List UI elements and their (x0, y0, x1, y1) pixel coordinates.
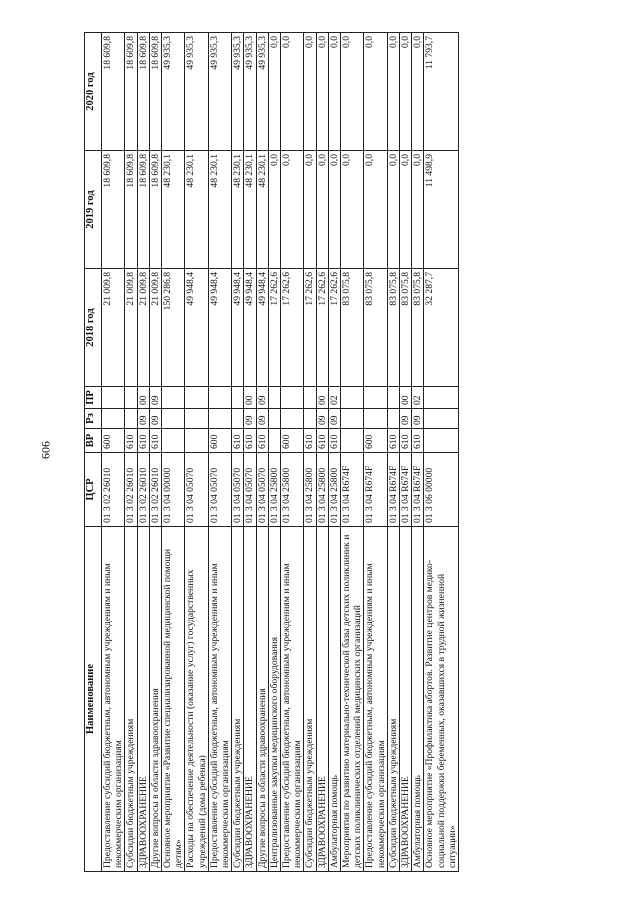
row-vr: 610 (232, 429, 244, 453)
row-name: Расходы на обеспечение деятельности (оказание услуг) государственных учреждений (дома ребенка) (185, 527, 208, 872)
table-row (304, 33, 316, 872)
row-2018: 17 262,6 (328, 269, 340, 387)
table-row (316, 33, 328, 872)
header-2020: 2020 год (85, 33, 102, 151)
row-name: Другие вопросы в области здравоохранения (256, 527, 268, 872)
page-number-container (38, 400, 54, 500)
row-2018: 83 075,8 (387, 269, 399, 387)
row-rz: 09 (256, 409, 268, 429)
page-number: 606 (38, 441, 53, 459)
row-2018: 21 009,8 (149, 269, 161, 387)
table-row (400, 33, 412, 872)
row-2020: 18 609,8 (125, 33, 137, 151)
row-rz (185, 409, 208, 429)
row-rz: 09 (149, 409, 161, 429)
row-2018: 32 287,7 (424, 269, 459, 387)
row-rz (424, 409, 459, 429)
table-row (424, 33, 459, 872)
header-pr: ПР (85, 387, 102, 409)
row-pr (364, 387, 387, 409)
table-row (185, 33, 208, 872)
row-2018: 150 286,8 (162, 269, 185, 387)
header-vr: ВР (85, 429, 102, 453)
row-name: Субсидии бюджетным учреждениям (304, 527, 316, 872)
row-pr: 00 (316, 387, 328, 409)
row-2019: 48 230,1 (208, 151, 231, 269)
row-vr: 610 (256, 429, 268, 453)
row-pr: 09 (149, 387, 161, 409)
row-pr (387, 387, 399, 409)
row-csr: 01 3 04 00000 (162, 453, 185, 527)
budget-table-rotated (84, 32, 532, 872)
row-2019: 18 609,8 (102, 151, 125, 269)
row-pr: 00 (244, 387, 256, 409)
header-2019: 2019 год (85, 151, 102, 269)
row-2019: 18 609,8 (137, 151, 149, 269)
row-2018: 49 948,4 (208, 269, 231, 387)
table-row (412, 33, 424, 872)
row-csr: 01 3 04 05070 (185, 453, 208, 527)
row-rz (268, 409, 280, 429)
row-csr: 01 3 04 R674F (387, 453, 399, 527)
row-2020: 0,0 (316, 33, 328, 151)
row-vr (341, 429, 364, 453)
row-2020: 0,0 (341, 33, 364, 151)
table-body (102, 33, 459, 872)
row-2019: 11 498,9 (424, 151, 459, 269)
row-csr: 01 3 04 R674F (364, 453, 387, 527)
row-vr (424, 429, 459, 453)
table-row (137, 33, 149, 872)
row-pr (268, 387, 280, 409)
row-rz (364, 409, 387, 429)
row-2019: 48 230,1 (256, 151, 268, 269)
row-2020: 0,0 (304, 33, 316, 151)
row-name: ЗДРАВООХРАНЕНИЕ (316, 527, 328, 872)
row-2018: 17 262,6 (304, 269, 316, 387)
row-name: Субсидии бюджетным учреждениям (232, 527, 244, 872)
row-rz (281, 409, 304, 429)
table-row (208, 33, 231, 872)
table-row (364, 33, 387, 872)
row-2019: 0,0 (316, 151, 328, 269)
row-vr: 610 (412, 429, 424, 453)
row-2018: 17 262,6 (316, 269, 328, 387)
row-2020: 0,0 (412, 33, 424, 151)
row-2020: 49 935,3 (208, 33, 231, 151)
row-rz (387, 409, 399, 429)
row-2018: 83 075,8 (412, 269, 424, 387)
row-csr: 01 3 02 26010 (102, 453, 125, 527)
row-vr: 610 (328, 429, 340, 453)
row-2019: 0,0 (412, 151, 424, 269)
row-2018: 49 948,4 (185, 269, 208, 387)
row-2020: 0,0 (387, 33, 399, 151)
row-name: Мероприятия по развитию материально-технической базы детских поликлиник и детских поликлинических отделений медицинских организаций (341, 527, 364, 872)
header-row (85, 33, 102, 872)
row-vr: 610 (400, 429, 412, 453)
row-2020: 11 793,7 (424, 33, 459, 151)
row-pr: 02 (412, 387, 424, 409)
row-vr: 610 (316, 429, 328, 453)
row-name: Основное мероприятие «Развитие специализированной медицинской помощи детям» (162, 527, 185, 872)
header-name: Наименование (85, 527, 102, 872)
row-2019: 48 230,1 (232, 151, 244, 269)
row-2019: 18 609,8 (125, 151, 137, 269)
row-csr: 01 3 04 R674F (412, 453, 424, 527)
row-vr (185, 429, 208, 453)
row-2018: 49 948,4 (244, 269, 256, 387)
row-name: Основное мероприятие «Профилактика абортов. Развитие центров медико-социальной поддержки беременных, оказавшихся в трудной жизненной ситуации» (424, 527, 459, 872)
row-2019: 18 609,8 (149, 151, 161, 269)
row-vr: 600 (281, 429, 304, 453)
row-2020: 18 609,8 (102, 33, 125, 151)
table-row (102, 33, 125, 872)
row-csr: 01 3 04 25800 (304, 453, 316, 527)
row-name: Амбулаторная помощь (412, 527, 424, 872)
row-csr: 01 3 04 05070 (232, 453, 244, 527)
row-csr: 01 3 04 25800 (268, 453, 280, 527)
row-2019: 48 230,1 (185, 151, 208, 269)
row-vr: 610 (125, 429, 137, 453)
row-rz: 09 (412, 409, 424, 429)
row-csr: 01 3 04 05070 (208, 453, 231, 527)
row-rz: 09 (244, 409, 256, 429)
row-2018: 21 009,8 (102, 269, 125, 387)
row-2019: 0,0 (387, 151, 399, 269)
row-csr: 01 3 04 25800 (281, 453, 304, 527)
row-csr: 01 3 04 R674F (341, 453, 364, 527)
row-csr: 01 3 04 25800 (328, 453, 340, 527)
row-pr (232, 387, 244, 409)
row-name: ЗДРАВООХРАНЕНИЕ (137, 527, 149, 872)
row-2020: 18 609,8 (137, 33, 149, 151)
row-pr (341, 387, 364, 409)
row-rz (304, 409, 316, 429)
row-name: Предоставление субсидий бюджетным, автономным учреждениям и иным некоммерческим организациям (281, 527, 304, 872)
row-csr: 01 3 04 05070 (256, 453, 268, 527)
row-2018: 21 009,8 (137, 269, 149, 387)
table-row (125, 33, 137, 872)
row-rz: 09 (328, 409, 340, 429)
row-2018: 21 009,8 (125, 269, 137, 387)
row-2019: 0,0 (268, 151, 280, 269)
row-2018: 83 075,8 (364, 269, 387, 387)
table-row (281, 33, 304, 872)
row-vr: 610 (137, 429, 149, 453)
row-name: Предоставление субсидий бюджетным, автономным учреждениям и иным некоммерческим организациям (102, 527, 125, 872)
table-row (268, 33, 280, 872)
row-pr: 00 (137, 387, 149, 409)
row-csr: 01 3 04 25800 (316, 453, 328, 527)
budget-table (84, 32, 459, 872)
row-2020: 49 935,3 (232, 33, 244, 151)
row-pr: 02 (328, 387, 340, 409)
row-vr: 610 (244, 429, 256, 453)
row-pr (125, 387, 137, 409)
row-pr (185, 387, 208, 409)
row-vr (268, 429, 280, 453)
row-2020: 49 935,3 (162, 33, 185, 151)
row-csr: 01 3 02 26010 (137, 453, 149, 527)
table-row (149, 33, 161, 872)
row-name: Субсидии бюджетным учреждениям (387, 527, 399, 872)
table-row (256, 33, 268, 872)
row-2020: 0,0 (400, 33, 412, 151)
row-rz: 09 (316, 409, 328, 429)
row-pr (102, 387, 125, 409)
row-vr (162, 429, 185, 453)
row-2020: 49 935,3 (244, 33, 256, 151)
row-2020: 18 609,8 (149, 33, 161, 151)
row-vr: 610 (149, 429, 161, 453)
row-2018: 49 948,4 (256, 269, 268, 387)
row-name: ЗДРАВООХРАНЕНИЕ (400, 527, 412, 872)
row-rz: 09 (137, 409, 149, 429)
row-rz (162, 409, 185, 429)
row-rz: 09 (400, 409, 412, 429)
table-row (328, 33, 340, 872)
row-vr: 600 (364, 429, 387, 453)
row-2019: 0,0 (364, 151, 387, 269)
row-name: Предоставление субсидий бюджетным, автономным учреждениям и иным некоммерческим организациям (364, 527, 387, 872)
row-2019: 0,0 (400, 151, 412, 269)
row-2019: 0,0 (281, 151, 304, 269)
row-pr (304, 387, 316, 409)
row-name: ЗДРАВООХРАНЕНИЕ (244, 527, 256, 872)
row-vr: 610 (304, 429, 316, 453)
row-csr: 01 3 06 00000 (424, 453, 459, 527)
row-vr: 600 (208, 429, 231, 453)
row-vr: 600 (102, 429, 125, 453)
row-2018: 17 262,6 (268, 269, 280, 387)
row-2018: 49 948,4 (232, 269, 244, 387)
row-vr: 610 (387, 429, 399, 453)
row-2019: 0,0 (304, 151, 316, 269)
row-2019: 0,0 (328, 151, 340, 269)
header-rz: Рз (85, 409, 102, 429)
table-row (232, 33, 244, 872)
row-rz (102, 409, 125, 429)
row-2020: 0,0 (328, 33, 340, 151)
row-2020: 0,0 (364, 33, 387, 151)
header-csr: ЦСР (85, 453, 102, 527)
row-csr: 01 3 04 R674F (400, 453, 412, 527)
table-row (162, 33, 185, 872)
row-name: Централизованные закупки медицинского оборудования (268, 527, 280, 872)
row-pr (208, 387, 231, 409)
row-rz (232, 409, 244, 429)
table-row (341, 33, 364, 872)
row-2020: 0,0 (268, 33, 280, 151)
row-pr: 09 (256, 387, 268, 409)
row-rz (125, 409, 137, 429)
row-2020: 0,0 (281, 33, 304, 151)
row-2019: 48 230,1 (162, 151, 185, 269)
row-pr (281, 387, 304, 409)
row-rz (341, 409, 364, 429)
row-pr (162, 387, 185, 409)
row-csr: 01 3 02 26010 (149, 453, 161, 527)
row-name: Субсидии бюджетным учреждениям (125, 527, 137, 872)
table-row (244, 33, 256, 872)
row-name: Предоставление субсидий бюджетным, автономным учреждениям и иным некоммерческим организациям (208, 527, 231, 872)
row-pr: 00 (400, 387, 412, 409)
row-name: Другие вопросы в области здравоохранения (149, 527, 161, 872)
row-name: Амбулаторная помощь (328, 527, 340, 872)
row-pr (424, 387, 459, 409)
row-csr: 01 3 04 05070 (244, 453, 256, 527)
row-2018: 17 262,6 (281, 269, 304, 387)
table-header (85, 33, 102, 872)
header-2018: 2018 год (85, 269, 102, 387)
row-2020: 49 935,3 (256, 33, 268, 151)
row-2018: 83 075,8 (341, 269, 364, 387)
row-2018: 83 075,8 (400, 269, 412, 387)
row-csr: 01 3 02 26010 (125, 453, 137, 527)
row-2020: 49 935,3 (185, 33, 208, 151)
row-rz (208, 409, 231, 429)
row-2019: 0,0 (341, 151, 364, 269)
table-row (387, 33, 399, 872)
row-2019: 48 230,1 (244, 151, 256, 269)
